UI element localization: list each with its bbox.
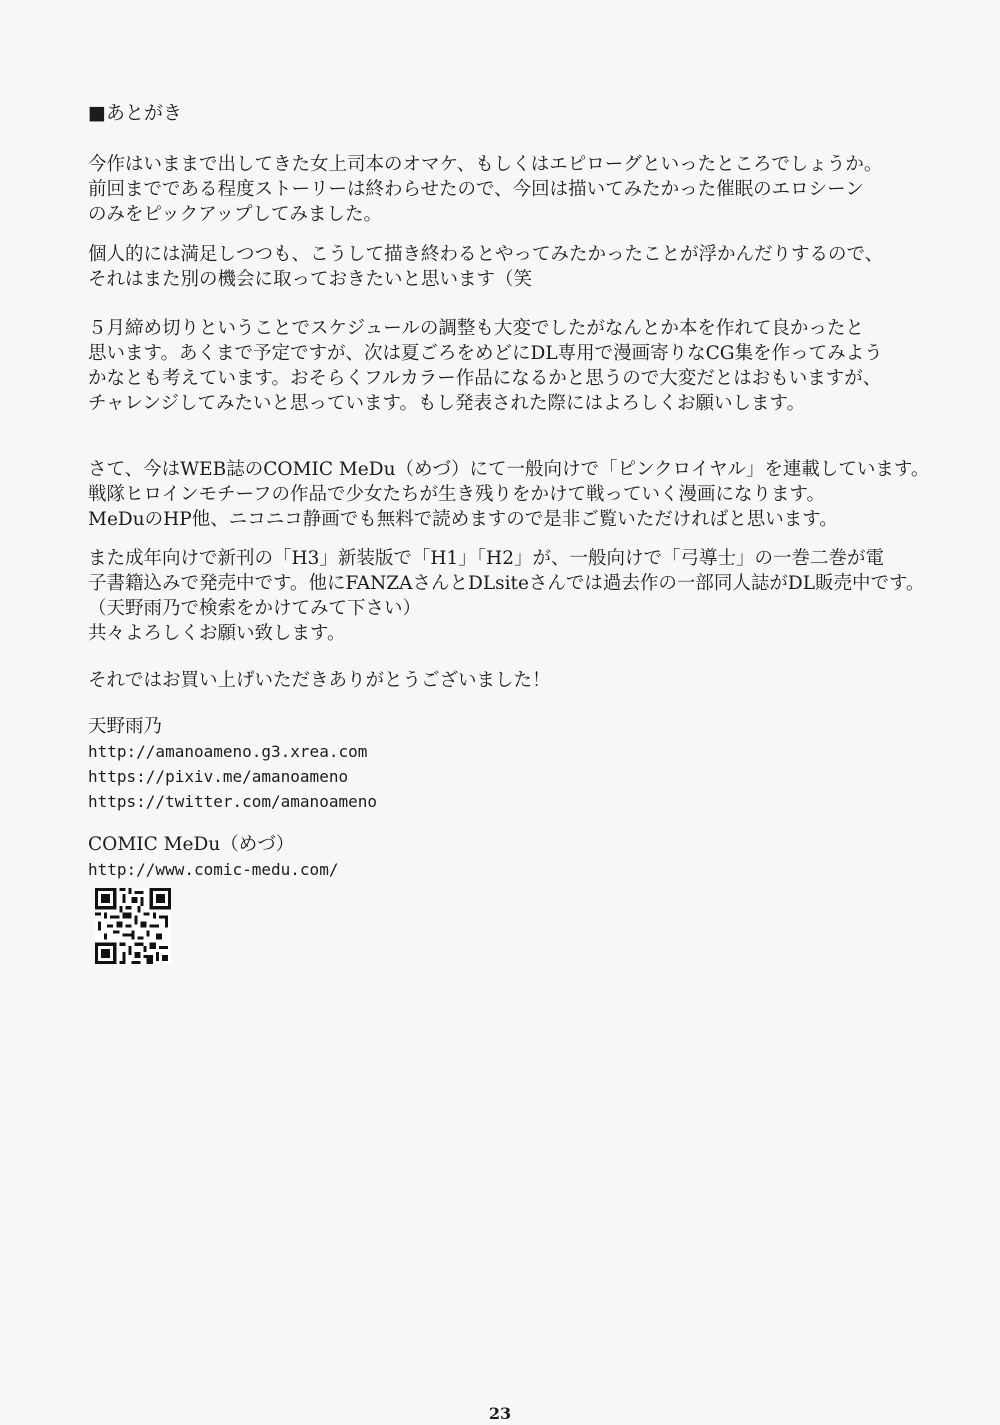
author-block	[88, 714, 948, 814]
paragraph-releases	[88, 546, 948, 646]
author-name: 天野雨乃	[88, 716, 163, 737]
magazine-block	[88, 832, 948, 882]
paragraph-schedule	[88, 316, 948, 416]
text-line: さて、今はWEB誌のCOMIC MeDu（めづ）にて一般向けで「ピンクロイヤル」を連載しています。	[88, 459, 930, 480]
page-number: 23	[488, 1404, 512, 1423]
text-line: のみをピックアップしてみました。	[88, 204, 382, 225]
author-link-twitter[interactable]: https://twitter.com/amanoameno	[88, 792, 377, 811]
text-line: チャレンジしてみたいと思っています。もし発表された際にはよろしくお願いします。	[88, 393, 806, 414]
text-line: 個人的には満足しつつも、こうして描き終わるとやってみたかったことが浮かんだりするので、	[88, 244, 884, 265]
text-line: MeDuのHP他、ニコニコ静画でも無料で読めますので是非ご覧いただければと思います。	[88, 509, 838, 530]
text-line: 思います。あくまで予定ですが、次は夏ごろをめどにDL専用で漫画寄りなCG集を作ってみよう	[88, 343, 883, 364]
text-line: ５月締め切りということでスケジュールの調整も大変でしたがなんとか本を作れて良かったと	[88, 318, 864, 339]
text-line: （天野雨乃で検索をかけてみて下さい）	[88, 598, 422, 619]
magazine-link[interactable]: http://www.comic-medu.com/	[88, 860, 339, 879]
afterword-heading: ■あとがき	[88, 102, 182, 124]
qr-code-icon	[95, 888, 171, 964]
paragraph-intro	[88, 152, 948, 227]
paragraph-satisfaction	[88, 242, 948, 292]
magazine-name: COMIC MeDu（めづ）	[88, 834, 295, 855]
text-line: それではお買い上げいただきありがとうございました！	[88, 670, 551, 691]
text-line: 戦隊ヒロインモチーフの作品で少女たちが生き残りをかけて戦っていく漫画になります。	[88, 484, 826, 505]
text-line: 前回までである程度ストーリーは終わらせたので、今回は描いてみたかった催眠のエロシーン	[88, 179, 864, 200]
text-line: 共々よろしくお願い致します。	[88, 623, 346, 644]
paragraph-serialization	[88, 457, 948, 532]
paragraph-thanks	[88, 668, 948, 693]
text-line: 子書籍込みで発売中です。他にFANZAさんとDLsiteさんでは過去作の一部同人誌がDL販売中です。	[88, 573, 925, 594]
text-line: それはまた別の機会に取っておきたいと思います（笑	[88, 269, 533, 290]
text-line: かなとも考えています。おそらくフルカラー作品になるかと思うので大変だとはおもいますが、	[88, 368, 882, 389]
text-line: 今作はいままで出してきた女上司本のオマケ、もしくはエピローグといったところでしょうか。	[88, 154, 883, 175]
author-link-pixiv[interactable]: https://pixiv.me/amanoameno	[88, 767, 349, 786]
author-link-homepage[interactable]: http://amanoameno.g3.xrea.com	[88, 742, 368, 761]
text-line: また成年向けで新刊の「H3」新装版で「H1」「H2」が、一般向けで「弓導士」の一巻二巻が電	[88, 548, 884, 569]
